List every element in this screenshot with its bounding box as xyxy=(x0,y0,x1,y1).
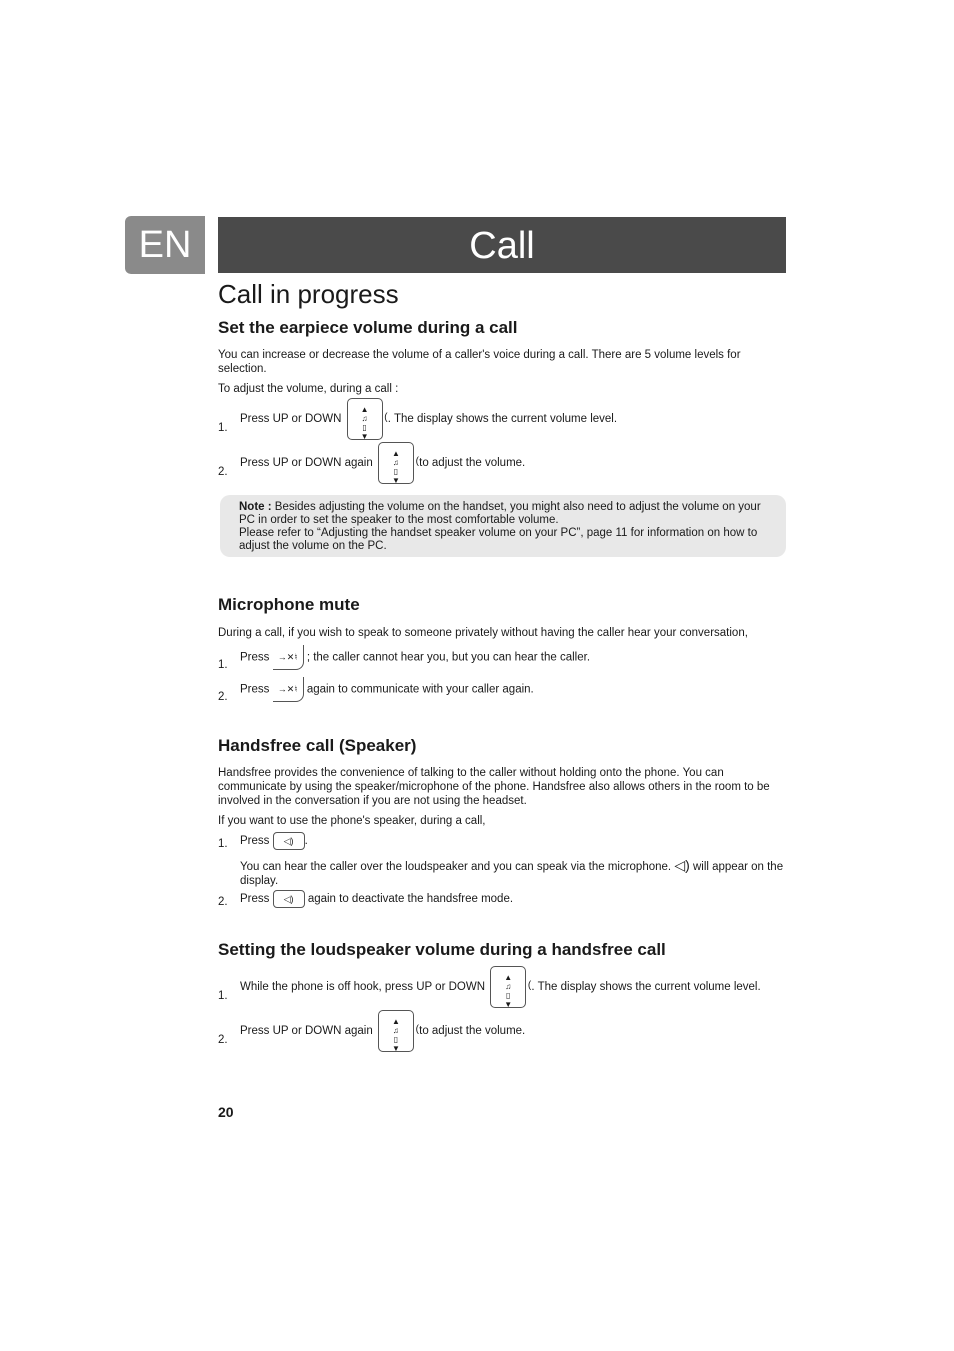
volume-key-icon: ▲ ♫ ▯ ▼ ( xyxy=(378,1010,414,1052)
step-text-post: . The display shows the current volume level. xyxy=(387,413,618,426)
step-text-pre: Press UP or DOWN again xyxy=(240,1025,373,1038)
step-text-pre: Press UP or DOWN xyxy=(240,413,342,426)
step-number: 1. xyxy=(218,422,228,434)
section-lead: If you want to use the phone's speaker, during a call, xyxy=(218,815,486,827)
speaker-icon: ◁) xyxy=(674,857,690,873)
page-title xyxy=(218,276,786,312)
step-text-post: . The display shows the current volume level. xyxy=(531,981,761,994)
step-text-post: ; the caller cannot hear you, but you can hear the caller. xyxy=(306,651,591,664)
note-box xyxy=(220,495,786,557)
loudspeaker-volume-section xyxy=(218,940,786,960)
volume-key-icon: ▲ ♫ ▯ ▼ ( xyxy=(347,398,383,440)
step-text-pre: Press xyxy=(240,683,270,696)
chapter-banner: Call xyxy=(218,217,786,273)
note-label: Note : xyxy=(239,501,272,513)
note-text: Note : Besides adjusting the volume on the handset, you might also need to adjust the volume on your PC in order to set the speaker to the most comfortable volume. Please refer to “Adjusting the handset speaker volume on your PC”, page 11 for information on how to adjust the volume on the PC. xyxy=(239,501,761,552)
handsfree-section xyxy=(218,736,786,756)
volume-key-icon: ▲ ♫ ▯ ▼ ( xyxy=(378,442,414,484)
page-number: 20 xyxy=(218,1104,234,1120)
mute-key-icon: →✕♮ xyxy=(273,645,304,670)
step-number: 2. xyxy=(218,1034,228,1046)
section-heading: Microphone mute xyxy=(218,595,360,614)
step-number: 1. xyxy=(218,990,228,1002)
speaker-key-icon: ◁) xyxy=(273,832,305,850)
section-heading: Setting the loudspeaker volume during a handsfree call xyxy=(218,940,666,959)
step-detail-pre: You can hear the caller over the loudspeaker and you can speak via the microphone. xyxy=(240,861,672,873)
step-item xyxy=(218,966,786,1008)
step-text-post: again to communicate with your caller again. xyxy=(306,683,534,696)
step-number: 2. xyxy=(218,896,228,908)
step-detail xyxy=(218,858,786,888)
step-item xyxy=(218,442,786,484)
step-text-pre: While the phone is off hook, press UP or DOWN xyxy=(240,981,486,994)
section-intro: You can increase or decrease the volume of a caller's voice during a call. There are 5 volume levels for selection. xyxy=(218,349,741,375)
step-text-pre: Press xyxy=(240,835,270,848)
step-number: 1. xyxy=(218,659,228,671)
section-heading: Set the earpiece volume during a call xyxy=(218,318,518,337)
mute-key-icon: →✕♮ xyxy=(273,677,304,702)
speaker-key-icon: ◁) xyxy=(273,890,305,908)
section-heading: Handsfree call (Speaker) xyxy=(218,736,417,755)
step-detail-post: will appear on the display. xyxy=(240,861,784,887)
step-text-post: to adjust the volume. xyxy=(419,1025,526,1038)
step-text-post: again to deactivate the handsfree mode. xyxy=(307,893,514,906)
earpiece-volume-section xyxy=(218,318,786,338)
step-item xyxy=(218,832,786,850)
step-item xyxy=(218,398,786,440)
step-number: 1. xyxy=(218,838,228,850)
step-item xyxy=(218,677,786,702)
page-title-text: Call in progress xyxy=(218,279,399,309)
step-text-pre: Press xyxy=(240,893,270,906)
step-item xyxy=(218,645,786,670)
step-item xyxy=(218,1010,786,1052)
step-text-post: to adjust the volume. xyxy=(419,457,526,470)
volume-key-icon: ▲ ♫ ▯ ▼ ( xyxy=(490,966,526,1008)
step-number: 2. xyxy=(218,691,228,703)
step-item xyxy=(218,890,786,908)
section-lead: To adjust the volume, during a call : xyxy=(218,383,399,395)
step-text-pre: Press xyxy=(240,651,270,664)
step-text-pre: Press UP or DOWN again xyxy=(240,457,373,470)
section-intro: During a call, if you wish to speak to someone privately without having the caller hear your conversation, xyxy=(218,627,748,639)
step-number: 2. xyxy=(218,466,228,478)
microphone-mute-section xyxy=(218,595,786,615)
language-tab: EN xyxy=(125,216,205,274)
step-text-post: . xyxy=(304,835,308,848)
section-intro: Handsfree provides the convenience of talking to the caller without holding onto the phone. You can communicate by using the speaker/microphone of the phone. Handsfree also allows others in the room to be involved in the conversation if you are not using the headset. xyxy=(218,767,770,807)
